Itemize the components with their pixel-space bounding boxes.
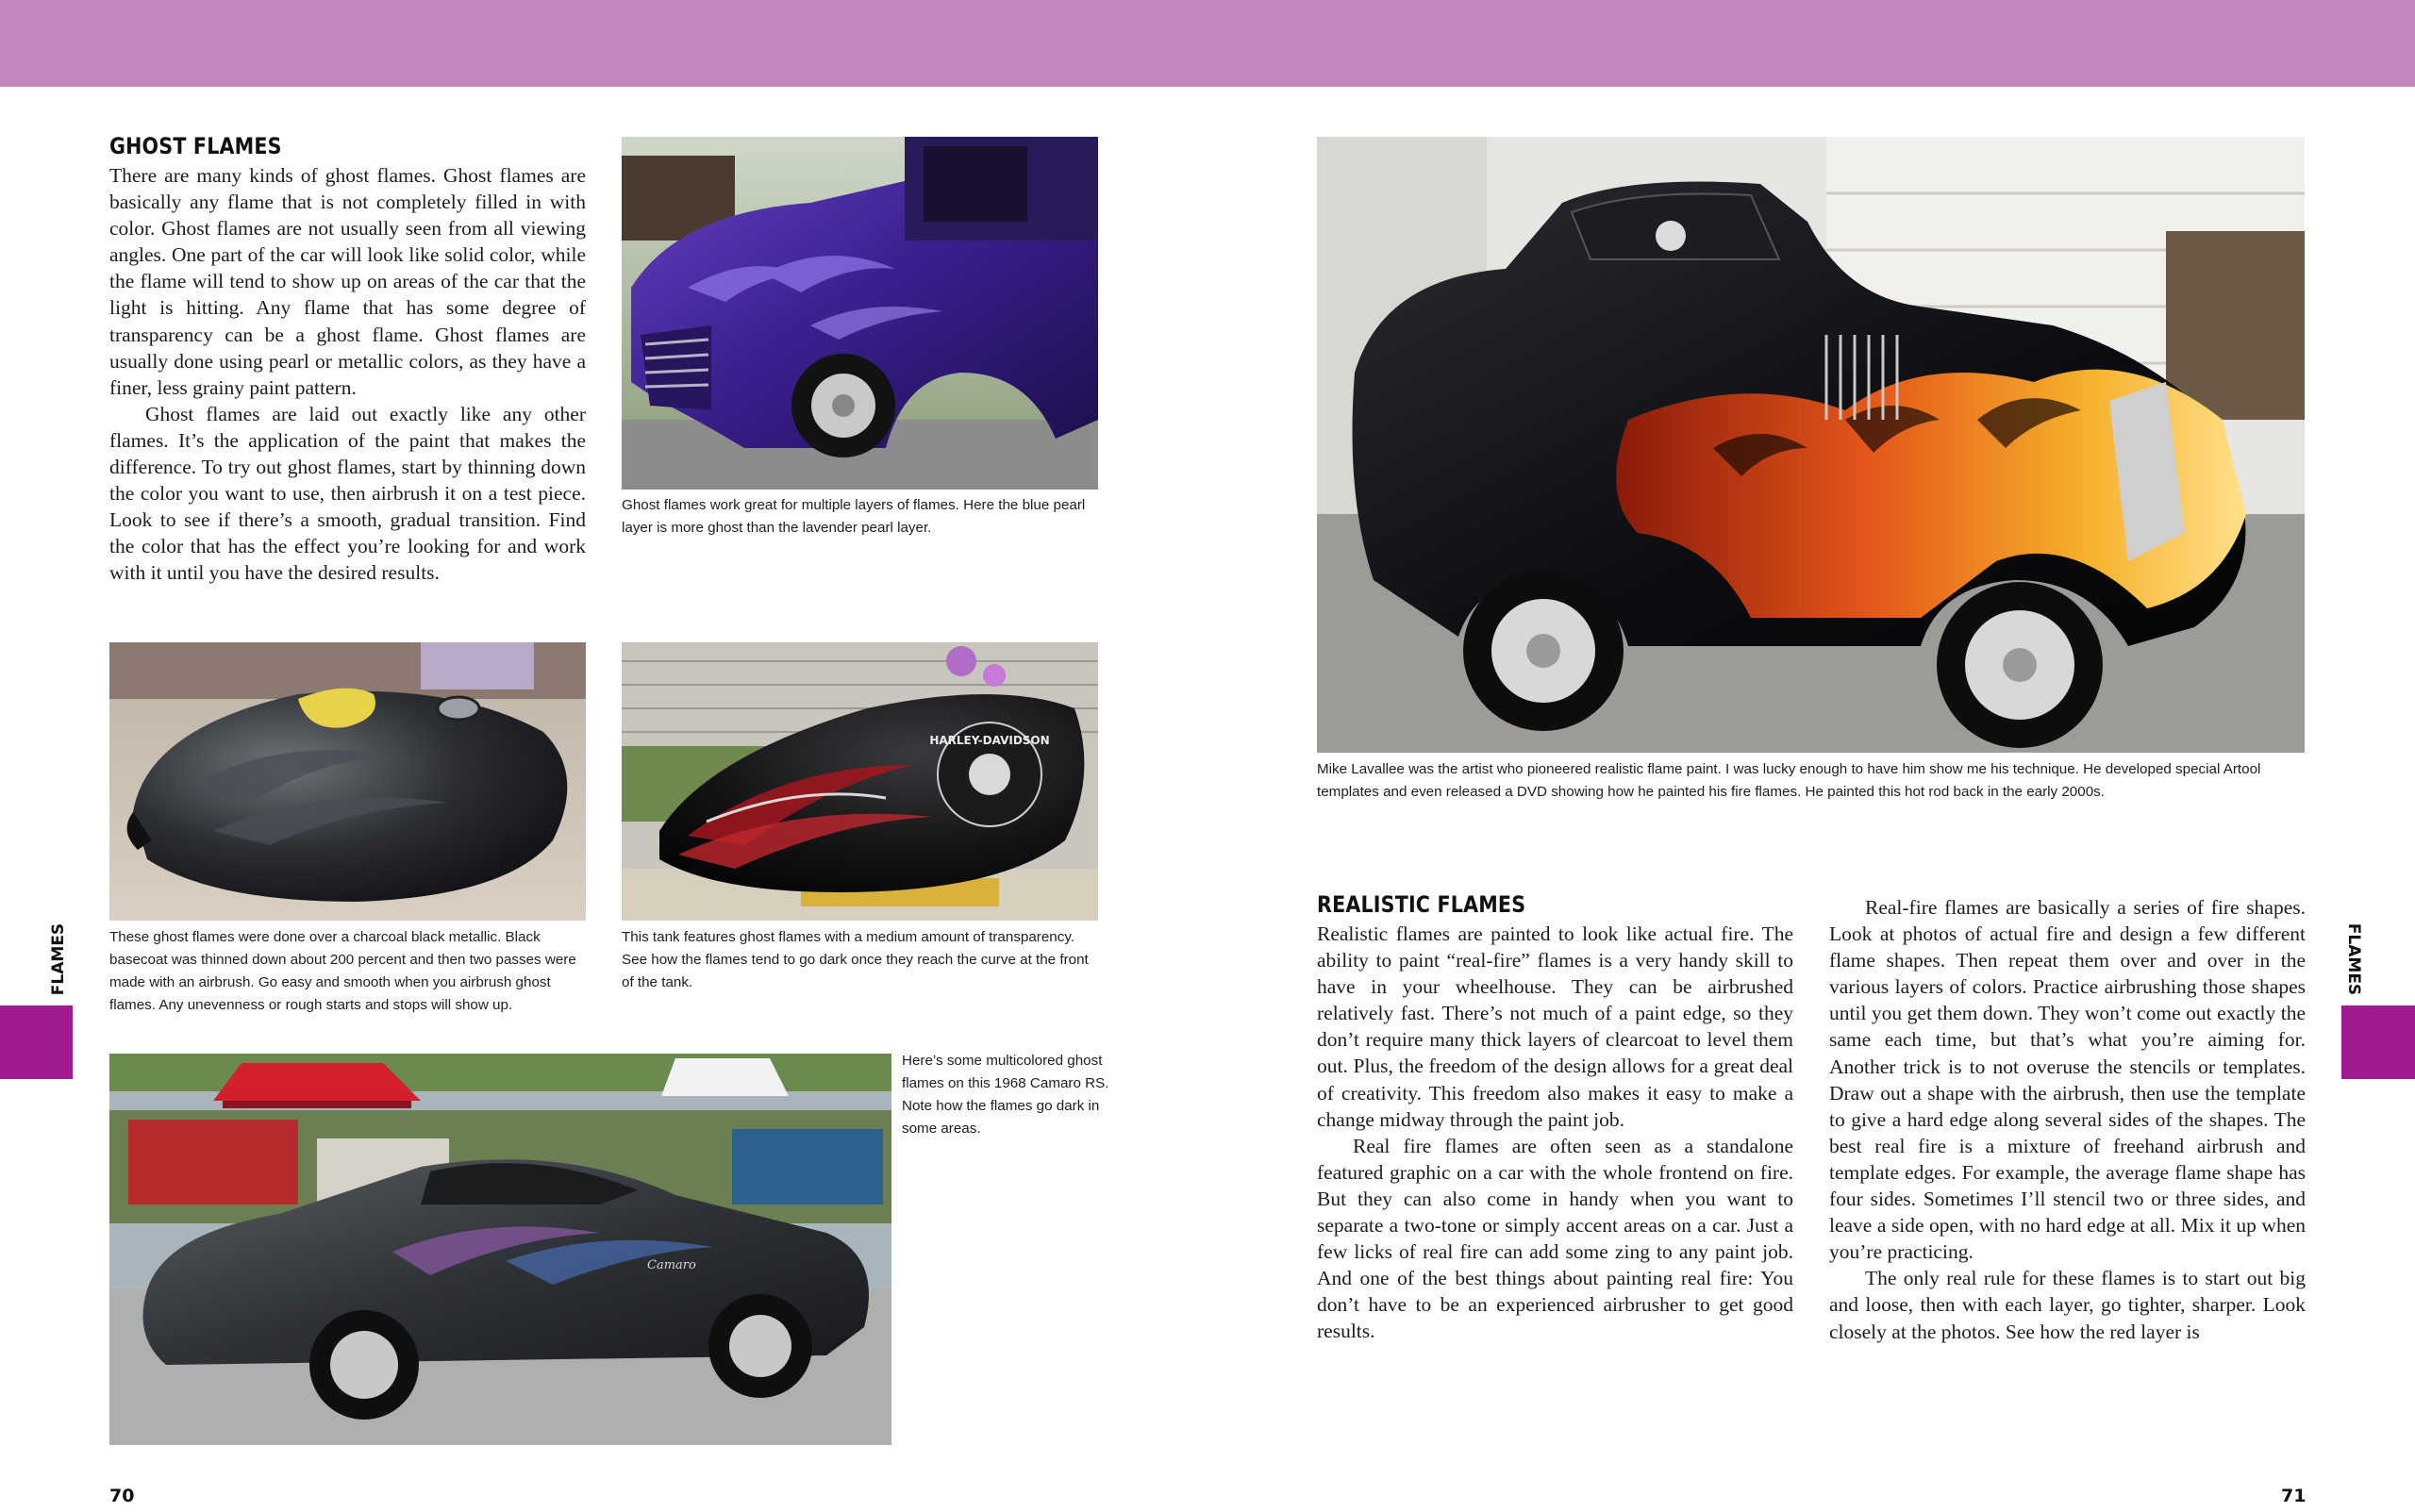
ghost-flames-heading: GHOST FLAMES bbox=[109, 133, 282, 159]
top-color-band bbox=[0, 0, 2415, 87]
section-tab-left bbox=[0, 1005, 73, 1079]
harley-tank-caption: This tank features ghost flames with a medium amount of transparency. See how the flames tend to go dark once they reach the curve at the front of the tank. bbox=[622, 929, 1089, 990]
camaro-badge-text: Camaro bbox=[647, 1258, 696, 1272]
realistic-flames-col2 bbox=[1829, 894, 2306, 1345]
ghost-flames-body bbox=[109, 162, 586, 587]
camaro-photo bbox=[109, 1054, 891, 1445]
realistic-flames-heading: REALISTIC FLAMES bbox=[1317, 891, 1526, 918]
paragraph: Real fire flames are often seen as a standalone featured graphic on a car with the whole frontend on fire. But they can also come in handy when you want to separate a two-tone or simply accent areas on a car. Just a few licks of real fire can add some zing to any paint job. And one of the best things about painting real fire: You don’t have to be an experienced airbrusher to get good results. bbox=[1317, 1134, 1793, 1343]
section-label-right: FLAMES bbox=[2344, 922, 2363, 996]
section-label-left: FLAMES bbox=[49, 922, 68, 996]
paragraph: There are many kinds of ghost flames. Ghost flames are basically any flame that is not completely filled in with color. Ghost flames are not usually seen from all viewing angles. One part of the car will look like solid color, while the flame will tend to show up on areas of the car that the light is hitting. Any flame that has some degree of transparency can be a ghost flame. Ghost flames are usually done using pearl or metallic colors, as they have a finer, less grainy paint pattern. bbox=[109, 164, 586, 399]
paragraph: Real-fire flames are basically a series of fire shapes. Look at photos of actual fire and design a few different flame shapes. Then repeat them over and over in the various layers of colors. Practice airbrushing those shapes until you get them down. They won’t come out exactly the same each time, but that’s what you’re aiming for. Another trick is to not overuse the stencils or templates. Draw out a shape with the airbrush, then use the template to give a hard edge along several sides of the shapes. The best real fire is a mixture of freehand airbrush and template edges. For example, the average flame shape has four sides. Sometimes I’ll stencil two or three sides, and leave a side open, with no hard edge at all. Mix it up when you’re practicing. bbox=[1829, 896, 2306, 1264]
harley-tank-photo bbox=[622, 642, 1098, 921]
harley-logo-text: HARLEY-DAVIDSON bbox=[929, 734, 1050, 747]
truck-caption: Ghost flames work great for multiple layers of flames. Here the blue pearl layer is more ghost than the lavender pearl layer. bbox=[622, 497, 1086, 536]
section-tab-right bbox=[2341, 1005, 2415, 1079]
hot-rod-caption: Mike Lavallee was the artist who pioneered realistic flame paint. I was lucky enough to have him show me his technique. He developed special Artool templates and even released a DVD showing how he painted his fire flames. He painted this hot rod back in the early 2000s. bbox=[1317, 761, 2261, 800]
hot-rod-photo bbox=[1317, 137, 2305, 753]
page-number-right: 71 bbox=[2281, 1486, 2307, 1506]
charcoal-tank-caption: These ghost flames were done over a charcoal black metallic. Black basecoat was thinned down about 200 percent and then two passes were made with an airbrush. Go easy and smooth when you airbrush ghost flames. Any unevenness or rough starts and stops will show up. bbox=[109, 929, 576, 1013]
charcoal-tank-photo bbox=[109, 642, 586, 921]
realistic-flames-col1 bbox=[1317, 921, 1793, 1345]
paragraph: Ghost flames are laid out exactly like any other flames. It’s the application of the paint that makes the difference. To try out ghost flames, start by thinning down the color you want to use, then airbrush it on a test piece. Look to see if there’s a smooth, gradual transition. Find the color that has the effect you’re looking for and work with it until you have the desired results. bbox=[109, 402, 586, 585]
camaro-caption: Here’s some multicolored ghost flames on this 1968 Camaro RS. Note how the flames go dark in some areas. bbox=[902, 1053, 1109, 1137]
paragraph: The only real rule for these flames is to start out big and loose, then with each layer, go tighter, sharper. Look closely at the photos. See how the red layer is bbox=[1829, 1267, 2306, 1343]
page-number-left: 70 bbox=[109, 1486, 135, 1506]
paragraph: Realistic flames are painted to look like actual fire. The ability to paint “real-fire” flames is a very handy skill to have in your wheelhouse. They can be airbrushed relatively fast. There’s not much of a paint edge, so they don’t require many thick layers of clearcoat to level them out. Plus, the freedom of the design allows for a great deal of creativity. This freedom also makes it easy to make a change midway through the paint job. bbox=[1317, 922, 1793, 1131]
purple-truck-photo bbox=[622, 137, 1098, 490]
